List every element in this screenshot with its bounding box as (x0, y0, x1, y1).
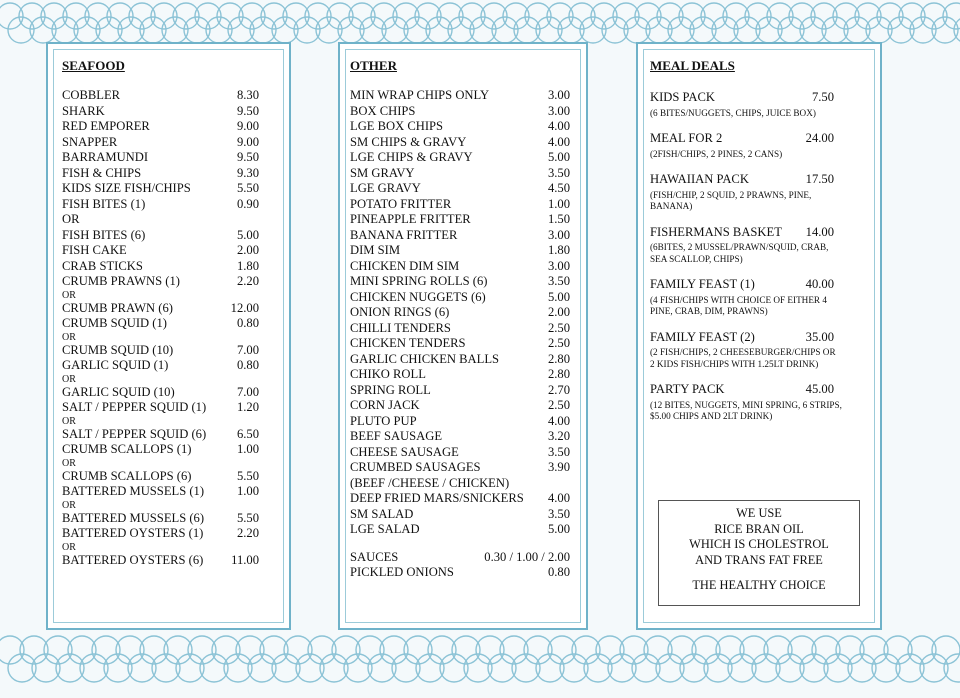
menu-item (350, 135, 570, 151)
menu-item-price: 5.00 (547, 522, 570, 536)
menu-item-price: 3.50 (547, 165, 570, 180)
meal-deal-description: (6 BITES/NUGGETS, CHIPS, JUICE BOX) (650, 107, 816, 118)
menu-item-name: CRUMB SCALLOPS (6) (62, 468, 192, 483)
menu-item-name: OR (62, 499, 76, 511)
menu-item (350, 383, 570, 399)
menu-item (350, 460, 570, 476)
meal-deals-heading: MEAL DEALS (650, 58, 735, 73)
menu-item (350, 367, 570, 383)
menu-item (350, 352, 570, 368)
menu-item-name: BATTERED OYSTERS (1) (62, 526, 204, 540)
menu-item-price: 1.20 (236, 400, 259, 414)
menu-item (62, 197, 259, 213)
menu-item (350, 522, 570, 538)
menu-item-price: 2.50 (547, 398, 570, 412)
meal-deal-name: MEAL FOR 2 (650, 131, 723, 145)
menu-item-name: SPRING ROLL (350, 382, 431, 397)
menu-item-name: CHEESE SAUSAGE (350, 444, 459, 459)
menu-item-name: COBBLER (62, 88, 121, 102)
menu-item-name: BOX CHIPS (350, 103, 416, 118)
menu-item-name: LGE BOX CHIPS (350, 119, 444, 133)
or-separator (62, 458, 259, 469)
menu-item (62, 181, 259, 197)
menu-item-name: BEEF SAUSAGE (350, 429, 443, 443)
menu-item (350, 445, 570, 461)
meal-deal (650, 277, 834, 318)
menu-item (350, 398, 570, 414)
menu-item-name: CRUMB PRAWN (6) (62, 300, 173, 315)
menu-item-price: 5.50 (236, 510, 259, 525)
menu-item-price: 3.00 (547, 88, 570, 102)
menu-item-name: POTATO FRITTER (350, 196, 452, 211)
menu-item (62, 88, 259, 104)
menu-item-name: SALT / PEPPER SQUID (6) (62, 426, 207, 441)
menu-item-name: CRUMB SQUID (1) (62, 316, 167, 330)
menu-item (62, 400, 259, 416)
meal-deal-name: FAMILY FEAST (2) (650, 329, 755, 344)
bottom-circle-border (0, 630, 960, 690)
menu-item-price: 6.50 (236, 426, 259, 441)
menu-item-price: 9.00 (236, 119, 259, 133)
menu-item (62, 212, 259, 228)
menu-item-name: CHICKEN NUGGETS (6) (350, 289, 486, 304)
meal-deal (650, 330, 834, 371)
menu-item-price: 8.30 (236, 88, 259, 102)
menu-item (350, 476, 570, 492)
menu-item (350, 321, 570, 337)
menu-item-price: 3.00 (547, 258, 570, 273)
menu-item-price: 12.00 (230, 300, 259, 315)
menu-item-price: 2.20 (236, 274, 259, 288)
menu-item (350, 414, 570, 430)
menu-item (350, 336, 570, 352)
menu-item-name: OR (62, 331, 76, 343)
notice-line: WE USE (736, 506, 782, 520)
menu-item-price: 2.20 (236, 526, 259, 540)
menu-item (350, 150, 570, 166)
menu-item-price: 7.00 (236, 384, 259, 399)
menu-item-name: LGE SALAD (350, 522, 420, 536)
menu-item (62, 301, 259, 317)
menu-item-price: 4.00 (547, 134, 570, 149)
menu-item-name: SAUCES (350, 549, 399, 564)
menu-item-name: BANANA FRITTER (350, 227, 458, 242)
notice-line: AND TRANS FAT FREE (695, 552, 823, 567)
menu-item (350, 507, 570, 523)
meal-deals-list (650, 90, 842, 435)
menu-item-name: SM CHIPS & GRAVY (350, 134, 467, 149)
oil-notice-box (658, 500, 860, 606)
menu-item-name: OR (62, 541, 76, 553)
meal-deal-description: (FISH/CHIP, 2 SQUID, 2 PRAWNS, PINE, BANANA) (650, 189, 812, 211)
menu-item-name: OR (62, 289, 76, 301)
other-panel (338, 42, 588, 630)
menu-item-name: CRAB STICKS (62, 258, 143, 273)
menu-item-price: 1.80 (547, 243, 570, 257)
menu-item-name: PLUTO PUP (350, 413, 417, 428)
or-separator (62, 290, 259, 301)
menu-item-price: 0.80 (547, 565, 570, 579)
or-separator (62, 542, 259, 553)
menu-item-price: 3.00 (547, 103, 570, 118)
menu-item (62, 259, 259, 275)
menu-item-name: OR (62, 457, 76, 469)
meal-deal-price: 7.50 (811, 90, 834, 104)
meal-deal-description: (4 FISH/CHIPS WITH CHOICE OF EITHER 4 PINE, CRAB, DIM, PRAWNS) (650, 294, 827, 316)
menu-item-name: CRUMB SQUID (10) (62, 342, 174, 357)
menu-item (62, 316, 259, 332)
menu-item-name: BATTERED OYSTERS (6) (62, 552, 204, 567)
meal-deal-price: 45.00 (805, 382, 834, 396)
menu-item-name: BATTERED MUSSELS (6) (62, 510, 205, 525)
menu-item-name: OR (62, 373, 76, 385)
menu-item (62, 166, 259, 182)
meal-deal-price: 40.00 (805, 277, 834, 291)
menu-item-name: DEEP FRIED MARS/SNICKERS (350, 491, 524, 505)
menu-item-price: 0.80 (236, 358, 259, 372)
menu-item (62, 358, 259, 374)
other-heading: OTHER (350, 58, 397, 73)
menu-item (62, 135, 259, 151)
meal-deal-title-row (650, 131, 834, 147)
menu-item (350, 429, 570, 445)
meal-deal (650, 382, 842, 423)
menu-item-name: CHIKO ROLL (350, 367, 426, 381)
menu-item-name: CRUMB PRAWNS (1) (62, 274, 180, 288)
meal-deal (650, 90, 834, 119)
menu-item-name: CHICKEN DIM SIM (350, 258, 460, 273)
meal-deal (650, 131, 834, 160)
meal-deal-price: 35.00 (805, 329, 834, 344)
menu-item (350, 274, 570, 290)
menu-item (62, 343, 259, 359)
meal-deals-panel (636, 42, 882, 630)
menu-item (350, 259, 570, 275)
menu-item-price: 9.50 (236, 150, 259, 164)
menu-item-price: 9.30 (236, 165, 259, 180)
menu-item (62, 526, 259, 542)
meal-deal (650, 172, 834, 213)
meal-deal-description: (6BITES, 2 MUSSEL/PRAWN/SQUID, CRAB, SEA SCALLOP, CHIPS) (650, 242, 829, 264)
menu-item-name: CRUMB SCALLOPS (1) (62, 442, 192, 456)
menu-item (350, 228, 570, 244)
menu-item-price: 1.00 (236, 484, 259, 498)
menu-item-price: 2.70 (547, 382, 570, 397)
menu-item-name: (BEEF /CHEESE / CHICKEN) (350, 475, 510, 490)
menu-item (62, 469, 259, 485)
menu-item-price: 9.50 (236, 103, 259, 118)
menu-item-price: 11.00 (231, 552, 259, 567)
menu-item-price: 3.50 (547, 444, 570, 459)
menu-item (350, 550, 570, 566)
menu-item-price: 4.00 (547, 491, 570, 505)
menu-item-price: 9.00 (236, 134, 259, 149)
meal-deal-title-row (650, 277, 834, 293)
menu-item (62, 104, 259, 120)
menu-item-price: 1.50 (547, 212, 570, 226)
menu-item-name: FISH BITES (1) (62, 196, 146, 211)
menu-item (350, 88, 570, 104)
menu-item-price: 5.00 (547, 289, 570, 304)
menu-item-price: 2.80 (547, 367, 570, 381)
or-separator (62, 374, 259, 385)
menu-item-price: 1.00 (236, 442, 259, 456)
meal-deal-name: KIDS PACK (650, 90, 715, 104)
menu-item-name: SALT / PEPPER SQUID (1) (62, 400, 207, 414)
menu-item-name: ONION RINGS (6) (350, 305, 450, 319)
menu-item-price: 4.00 (547, 119, 570, 133)
menu-item-name: GARLIC CHICKEN BALLS (350, 351, 500, 366)
menu-item (62, 553, 259, 569)
meal-deal-description: (2FISH/CHIPS, 2 PINES, 2 CANS) (650, 148, 783, 159)
menu-item (350, 565, 570, 581)
menu-item (62, 243, 259, 259)
meal-deal (650, 225, 834, 266)
meal-deal-name: FAMILY FEAST (1) (650, 277, 755, 291)
notice-line: WHICH IS CHOLESTROL (689, 537, 829, 551)
meal-deal-name: FISHERMANS BASKET (650, 224, 782, 239)
list-spacer (350, 538, 570, 550)
menu-item-price: 7.00 (236, 342, 259, 357)
meal-deal-description: (12 BITES, NUGGETS, MINI SPRING, 6 STRIPS, $5.00 CHIPS AND 2LT DRINK) (650, 399, 842, 421)
menu-item (62, 442, 259, 458)
menu-item-price: 2.50 (547, 336, 570, 350)
menu-item-price: 5.50 (236, 181, 259, 195)
menu-item-name: CRUMBED SAUSAGES (350, 460, 481, 474)
notice-tagline: THE HEALTHY CHOICE (692, 578, 826, 592)
or-separator (62, 416, 259, 427)
menu-item-price: 3.50 (547, 506, 570, 521)
menu-item-name: FISH CAKE (62, 243, 127, 257)
menu-item-name: PINEAPPLE FRITTER (350, 212, 471, 226)
menu-item-price: 4.50 (547, 181, 570, 195)
menu-item-name: GARLIC SQUID (1) (62, 358, 169, 372)
menu-item-name: MIN WRAP CHIPS ONLY (350, 88, 490, 102)
seafood-heading: SEAFOOD (62, 58, 125, 73)
menu-item-name: RED EMPORER (62, 119, 150, 133)
meal-deal-title-row (650, 225, 834, 241)
menu-item (62, 274, 259, 290)
menu-item-price: 1.80 (236, 258, 259, 273)
menu-item-price: 2.00 (547, 305, 570, 319)
menu-item-name: FISH BITES (6) (62, 227, 146, 242)
menu-item-name: LGE CHIPS & GRAVY (350, 150, 473, 164)
menu-item-name: OR (62, 212, 80, 226)
notice-line: RICE BRAN OIL (714, 521, 804, 536)
menu-item (62, 484, 259, 500)
meal-deal-title-row (650, 90, 834, 106)
menu-item-name: BARRAMUNDI (62, 150, 149, 164)
meal-deal-description: (2 FISH/CHIPS, 2 CHEESEBURGER/CHIPS OR 2 KIDS FISH/CHIPS WITH 1.25LT DRINK) (650, 347, 836, 369)
menu-item-price: 0.90 (236, 196, 259, 211)
menu-item (350, 290, 570, 306)
menu-item-price: 1.00 (547, 196, 570, 211)
menu-item-name: CHILLI TENDERS (350, 320, 451, 335)
menu-item-name: SHARK (62, 103, 105, 118)
menu-item-name: CORN JACK (350, 398, 420, 412)
menu-item-price: 4.00 (547, 413, 570, 428)
menu-item-name: DIM SIM (350, 243, 401, 257)
menu-item-price: 5.50 (236, 468, 259, 483)
menu-item-name: MINI SPRING ROLLS (6) (350, 274, 488, 288)
menu-item (62, 427, 259, 443)
menu-item (350, 197, 570, 213)
menu-item-name: KIDS SIZE FISH/CHIPS (62, 181, 191, 195)
menu-item-name: FISH & CHIPS (62, 165, 142, 180)
meal-deal-name: HAWAIIAN PACK (650, 172, 749, 186)
meal-deal-price: 24.00 (805, 131, 834, 145)
menu-item (62, 385, 259, 401)
or-separator (62, 500, 259, 511)
menu-item-name: SNAPPER (62, 134, 118, 149)
menu-item-price: 3.20 (547, 429, 570, 443)
menu-item-price: 0.30 / 1.00 / 2.00 (484, 549, 570, 564)
menu-item (350, 119, 570, 135)
menu-item (62, 511, 259, 527)
menu-item-price: 2.50 (547, 320, 570, 335)
menu-item-name: BATTERED MUSSELS (1) (62, 484, 205, 498)
menu-item (62, 150, 259, 166)
menu-item (62, 119, 259, 135)
seafood-list (62, 88, 259, 568)
meal-deal-price: 14.00 (805, 224, 834, 239)
or-separator (62, 332, 259, 343)
menu-item (350, 491, 570, 507)
menu-item-name: CHICKEN TENDERS (350, 336, 466, 350)
meal-deal-title-row (650, 172, 834, 188)
menu-item-price: 5.00 (547, 150, 570, 164)
menu-item-price: 2.00 (236, 243, 259, 257)
menu-item-name: LGE GRAVY (350, 181, 421, 195)
menu-item-price: 3.90 (547, 460, 570, 474)
meal-deal-title-row (650, 382, 834, 398)
menu-item (62, 228, 259, 244)
menu-item (350, 305, 570, 321)
menu-item (350, 212, 570, 228)
menu-item (350, 181, 570, 197)
menu-item-name: SM SALAD (350, 506, 414, 521)
meal-deal-price: 17.50 (805, 172, 834, 186)
menu-item-name: PICKLED ONIONS (350, 565, 454, 579)
menu-item (350, 243, 570, 259)
meal-deal-name: PARTY PACK (650, 382, 725, 396)
other-list (350, 88, 570, 581)
menu-item-price: 3.00 (547, 227, 570, 242)
menu-item-name: SM GRAVY (350, 165, 415, 180)
menu-item-name: GARLIC SQUID (10) (62, 384, 175, 399)
menu-item-price: 2.80 (547, 351, 570, 366)
menu-item (350, 104, 570, 120)
menu-item-name: OR (62, 415, 76, 427)
seafood-panel (46, 42, 291, 630)
menu-item-price: 0.80 (236, 316, 259, 330)
menu-item-price: 3.50 (547, 274, 570, 288)
menu-item-price: 5.00 (236, 227, 259, 242)
meal-deal-title-row (650, 330, 834, 346)
menu-item (350, 166, 570, 182)
